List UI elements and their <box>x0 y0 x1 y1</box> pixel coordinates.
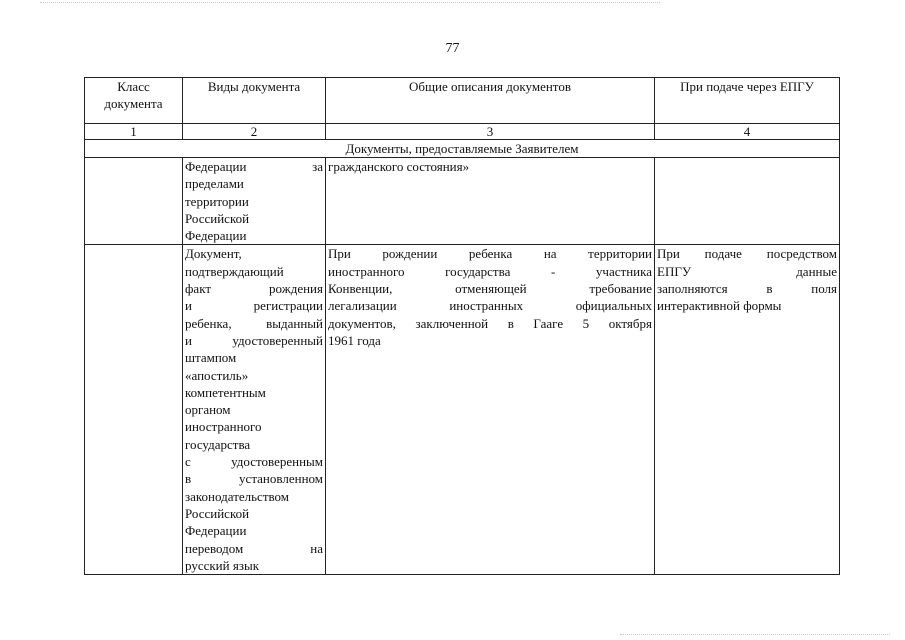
table-row <box>85 245 840 575</box>
document-kind-line: «апостиль» <box>185 367 249 383</box>
scan-artifact-bottom <box>620 634 890 636</box>
document-description-line: документов, заключенной в Гааге 5 октября <box>328 315 652 331</box>
document-kind-line: и регистрации <box>185 298 323 314</box>
document-kind-line: с удостоверенным <box>185 454 323 470</box>
document-kind-line: подтверждающий <box>185 263 284 279</box>
document-class-cell <box>85 158 183 245</box>
epgu-line: интерактивной формы <box>657 298 782 314</box>
document-kind-line: законодательством <box>185 488 290 504</box>
document-kind-line: компетентным <box>185 384 266 400</box>
epgu-line: ЕПГУ данные <box>657 263 837 279</box>
document-kind-line: в установленном <box>185 471 323 487</box>
document-description-cell <box>326 158 655 245</box>
header-epgu-submission: При подаче через ЕПГУ <box>655 78 840 124</box>
table-row <box>85 158 840 245</box>
document-kind-line: Российской <box>185 505 250 521</box>
header-document-kinds: Виды документа <box>183 78 326 124</box>
document-description-line: Конвенции, отменяющей требование <box>328 281 652 297</box>
column-number: 3 <box>326 124 655 140</box>
document-kind-line: Федерации <box>185 523 247 539</box>
document-kind-line: Федерации за <box>185 159 323 174</box>
document-kind-line: переводом на <box>185 540 323 556</box>
document-kind-line: Российской <box>185 210 250 226</box>
document-class-cell <box>85 245 183 575</box>
document-kind-line: территории <box>185 193 249 209</box>
epgu-line: заполняются в поля <box>657 281 837 297</box>
document-kind-line: ребенка, выданный <box>185 315 323 331</box>
column-number: 1 <box>85 124 183 140</box>
column-number: 2 <box>183 124 326 140</box>
document-kind-line: органом <box>185 402 231 418</box>
header-document-descriptions: Общие описания документов <box>326 78 655 124</box>
page-number: 77 <box>445 41 460 56</box>
document-description-line: 1961 года <box>328 332 381 348</box>
document-kind-line: и удостоверенный <box>185 332 323 348</box>
document-kind-line: штампом <box>185 350 237 366</box>
document-kind-line: Документ, <box>185 246 242 262</box>
table-header-row <box>85 78 840 124</box>
epgu-cell <box>655 245 840 575</box>
document-kind-line: государства <box>185 436 251 452</box>
document-kind-line: иностранного <box>185 419 262 435</box>
epgu-cell <box>655 158 840 245</box>
document-description-line: легализации иностранных официальных <box>328 298 652 314</box>
document-description-line: При рождении ребенка на территории <box>328 246 652 262</box>
document-kind-line: пределами <box>185 176 244 192</box>
document-description-cell <box>326 245 655 575</box>
document-description-line: иностранного государства - участника <box>328 263 652 279</box>
section-title: Документы, предоставляемые Заявителем <box>85 140 840 158</box>
epgu-line: При подаче посредством <box>657 246 837 262</box>
column-number: 4 <box>655 124 840 140</box>
document-kind-cell <box>183 245 326 575</box>
documents-table <box>84 77 840 575</box>
document-kind-cell <box>183 158 326 245</box>
document-kind-line: русский язык <box>185 557 260 573</box>
scan-artifact-top <box>40 2 660 4</box>
header-document-class: Класс документа <box>85 78 183 124</box>
column-number-row <box>85 124 840 140</box>
document-description-line: гражданского состояния» <box>328 159 470 174</box>
document-kind-line: Федерации <box>185 228 247 244</box>
section-heading-row <box>85 140 840 158</box>
document-kind-line: факт рождения <box>185 281 323 297</box>
